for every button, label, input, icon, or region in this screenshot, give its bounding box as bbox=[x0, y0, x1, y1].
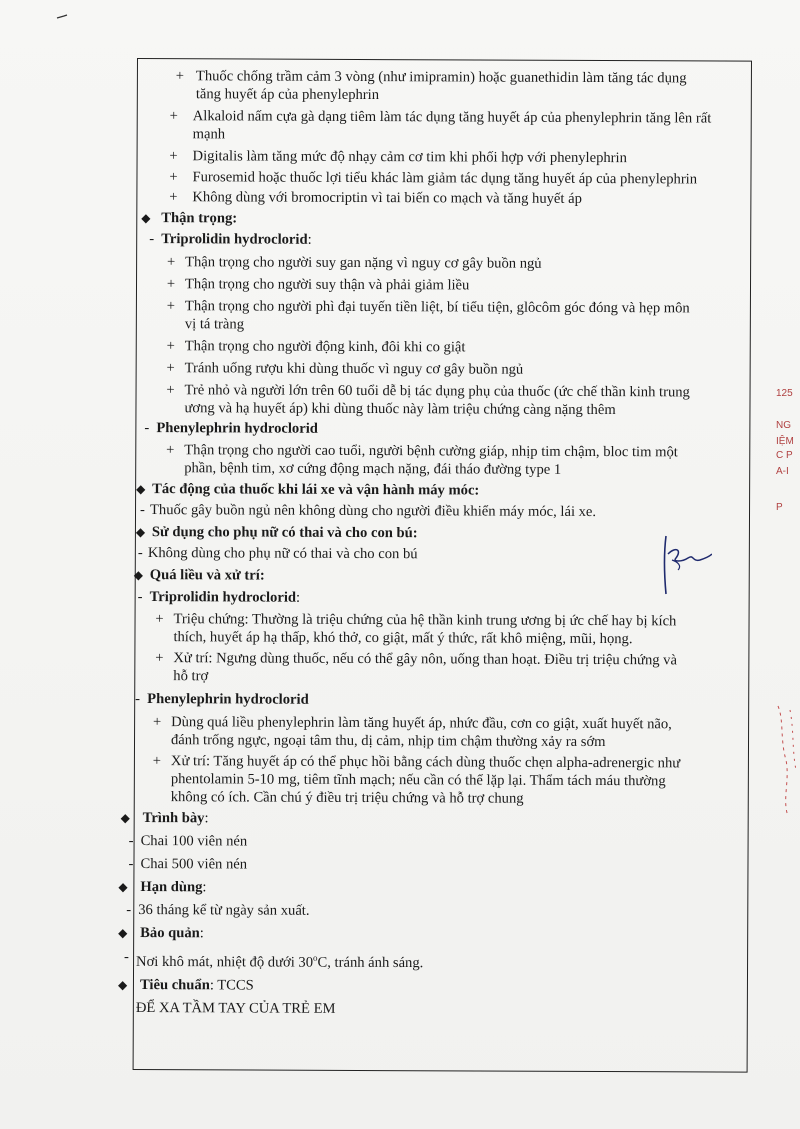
list-item: + Trẻ nhỏ và người lớn trên 60 tuổi dễ bị tác dụng phụ của thuốc (ức chế thần kinh trung ương và hạ huyết áp) khi dùng thuốc này làm triệu chứng càng nặng thêm bbox=[166, 382, 690, 419]
plus-icon: + bbox=[169, 169, 178, 186]
diamond-bullet-icon: ◆ bbox=[136, 482, 146, 497]
plus-icon: + bbox=[166, 382, 175, 399]
plus-icon: + bbox=[166, 442, 175, 459]
list-item-text: Không dùng với bromocriptin vì tai biến co mạch và tăng huyết áp bbox=[192, 189, 582, 207]
list-item: + Thận trọng cho người động kinh, đôi khi co giật bbox=[166, 338, 466, 356]
plus-icon: + bbox=[169, 189, 178, 206]
subheading: - Phenylephrin hydroclorid bbox=[135, 690, 309, 708]
list-item bbox=[138, 147, 751, 168]
plus-icon: + bbox=[152, 753, 162, 770]
scan-mark bbox=[56, 14, 68, 20]
list-item: - Chai 500 viên nén bbox=[128, 855, 248, 873]
list-item: + Thận trọng cho người suy gan nặng vì nguy cơ gây buồn ngủ bbox=[166, 254, 542, 272]
list-item-text: Thuốc chống trầm cảm 3 vòng (như imipramin) hoặc guanethidin làm tăng tác dụng bbox=[195, 68, 687, 87]
stamp-fragment: 125 bbox=[776, 388, 793, 399]
list-item bbox=[137, 168, 750, 189]
section-heading: ◆ Hạn dùng: bbox=[118, 879, 207, 896]
diamond-bullet-icon: ◆ bbox=[135, 524, 146, 540]
section-heading: ◆ Trình bày: bbox=[120, 810, 209, 827]
footer-warning: ĐỂ XA TẦM TAY CỦA TRẺ EM bbox=[135, 999, 336, 1017]
plus-icon: + bbox=[166, 298, 176, 315]
section-heading: ◆ Tác động của thuốc khi lái xe và vận hành máy móc: bbox=[136, 481, 480, 499]
list-item-text: tăng huyết áp của phenylephrin bbox=[195, 86, 380, 104]
plus-icon: + bbox=[169, 108, 178, 125]
list-item-text: Digitalis làm tăng mức độ nhạy cảm cơ tim khi phối hợp với phenylephrin bbox=[192, 148, 627, 167]
diamond-bullet-icon: ◆ bbox=[133, 567, 144, 583]
plus-icon: + bbox=[166, 254, 176, 271]
list-item bbox=[137, 188, 750, 209]
section-heading: ◆ Thận trọng: bbox=[141, 210, 238, 227]
plus-icon: + bbox=[169, 148, 178, 165]
section-heading: ◆ Sử dụng cho phụ nữ có thai và cho con bú: bbox=[135, 524, 418, 542]
list-item: + Thận trọng cho người phì đại tuyến tiền liệt, bí tiểu tiện, glôcôm góc đóng và hẹp môn vị tá tràng bbox=[166, 298, 690, 333]
diamond-bullet-icon: ◆ bbox=[141, 211, 151, 226]
section-text: - Thuốc gây buồn ngủ nên không dùng cho người điều khiển máy móc, lái xe. bbox=[139, 502, 597, 521]
list-item-text: Furosemid hoặc thuốc lợi tiểu khác làm giảm tác dụng tăng huyết áp của phenylephrin bbox=[192, 169, 698, 188]
plus-icon: + bbox=[152, 714, 162, 731]
plus-icon: + bbox=[155, 611, 164, 628]
list-item: - Chai 100 viên nén bbox=[128, 832, 248, 850]
list-item: + Xử trí: Tăng huyết áp có thể phục hồi bằng cách dùng thuốc chẹn alpha-adrenergic như phentolamin 5-10 mg, tiêm tĩnh mạch; nếu cần có thể lặp lại. Thẩm tách máu thường không có ích. Cần chú ý điều trị triệu chứng và hỗ trợ chung bbox=[152, 753, 681, 807]
subheading: - Phenylephrin hydroclorid bbox=[144, 420, 318, 437]
list-item bbox=[138, 107, 751, 146]
list-item bbox=[138, 67, 751, 106]
diamond-bullet-icon: ◆ bbox=[118, 925, 128, 940]
list-item: + Dùng quá liều phenylephrin làm tăng huyết áp, nhức đầu, cơn co giật, xuất huyết não, đánh trống ngực, ngoại tâm thu, dị cảm, nhịp tim chậm thường xảy ra sớm bbox=[152, 714, 672, 751]
subheading: - Triprolidin hydroclorid: bbox=[149, 231, 312, 248]
list-item: + Thận trọng cho người cao tuổi, người bệnh cường giáp, nhịp tim chậm, bloc tim một phần, bệnh tim, xơ cứng động mạch nặng, đái tháo đường type 1 bbox=[166, 442, 678, 478]
list-item: + Thận trọng cho người suy thận và phải giảm liều bbox=[166, 276, 470, 294]
plus-icon: + bbox=[155, 650, 164, 667]
section-heading: ◆ Tiêu chuẩn: TCCS bbox=[117, 976, 254, 994]
list-item-text: Alkaloid nấm cựa gà dạng tiêm làm tác dụng tăng huyết áp của phenylephrin tăng lên rất bbox=[192, 108, 712, 127]
section-text: - Nơi khô mát, nhiệt độ dưới 30$^o$C, tránh ánh sáng. bbox=[124, 948, 424, 972]
diamond-bullet-icon: ◆ bbox=[120, 810, 130, 825]
section-heading: ◆ Quá liều và xử trí: bbox=[133, 567, 265, 584]
subheading: - Triprolidin hydroclorid: bbox=[137, 589, 301, 606]
signature bbox=[652, 532, 712, 602]
stamp-fragment: NG bbox=[776, 420, 791, 431]
diamond-bullet-icon: ◆ bbox=[118, 879, 128, 894]
plus-icon: + bbox=[166, 276, 176, 293]
plus-icon: + bbox=[175, 68, 185, 85]
list-item: + Xử trí: Ngưng dùng thuốc, nếu có thể gây nôn, uống than hoạt. Điều trị triệu chứng và hỗ trợ bbox=[155, 650, 678, 685]
list-item: + Triệu chứng: Thường là triệu chứng của hệ thần kinh trung ương bị ức chế hay bị kích thích, huyết áp hạ thấp, khó thở, co giật, mất ý thức, rất khô miệng, mũi, họng. bbox=[155, 611, 677, 648]
list-item-text: mạnh bbox=[192, 126, 226, 143]
red-stamp-trace bbox=[770, 700, 800, 820]
section-heading: ◆ Bảo quản: bbox=[118, 925, 204, 942]
stamp-fragment: A-I bbox=[776, 466, 789, 477]
stamp-fragment: P bbox=[776, 502, 783, 513]
plus-icon: + bbox=[166, 338, 175, 355]
plus-icon: + bbox=[166, 360, 175, 377]
section-text: - 36 tháng kể từ ngày sản xuất. bbox=[126, 901, 310, 919]
stamp-fragment: IỆM bbox=[776, 436, 794, 447]
list-item: + Tránh uống rượu khi dùng thuốc vì nguy cơ gây buồn ngủ bbox=[166, 360, 524, 378]
section-text: - Không dùng cho phụ nữ có thai và cho con bú bbox=[137, 545, 418, 563]
diamond-bullet-icon: ◆ bbox=[117, 977, 128, 992]
stamp-fragment: C P bbox=[776, 450, 793, 461]
